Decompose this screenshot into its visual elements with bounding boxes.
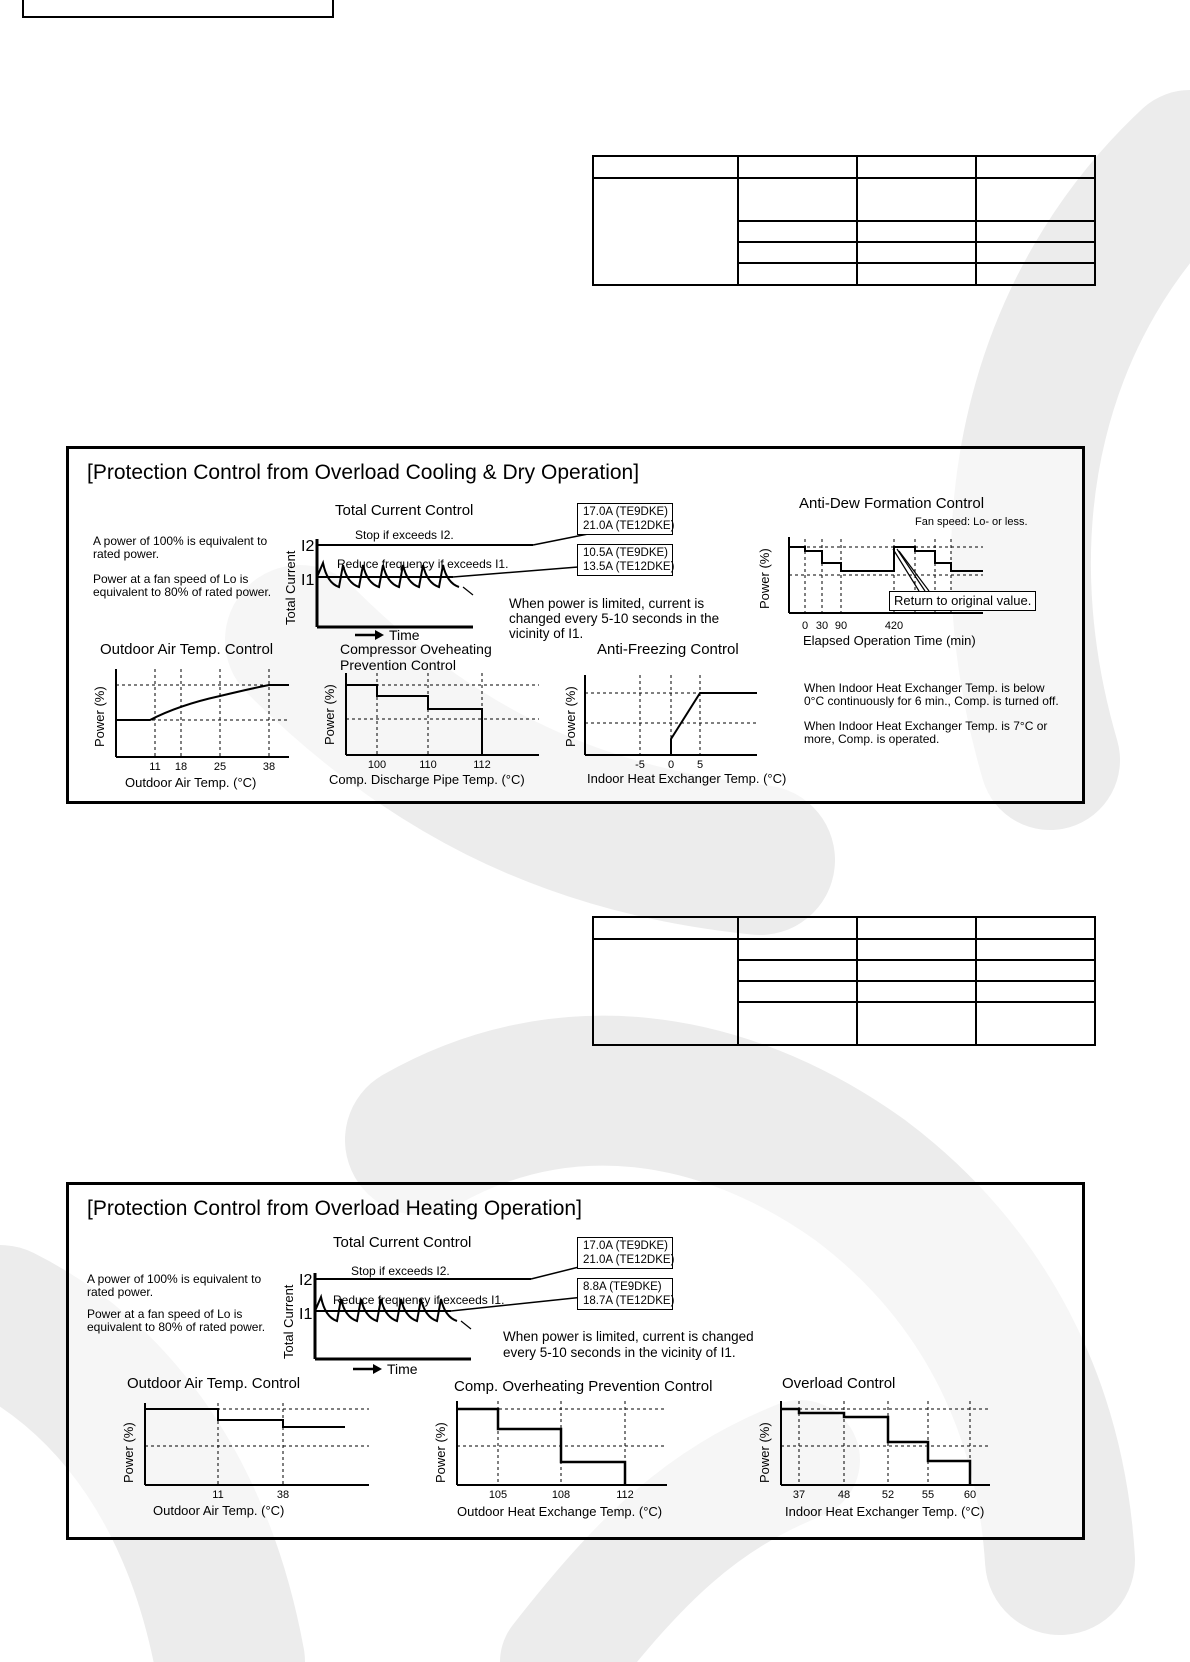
overload-title: Overload Control	[782, 1375, 896, 1392]
i1-value-te12dke: 13.5A (TE12DKE)	[583, 561, 675, 573]
y-axis-label: Power (%)	[563, 686, 578, 747]
tick-11: 11	[149, 761, 161, 773]
tick-110: 110	[419, 759, 437, 771]
anti-freezing-chart	[559, 667, 789, 787]
anti-dew-tick-0: 0	[801, 620, 809, 632]
total-current-title: Total Current Control	[333, 1234, 472, 1251]
x-axis-label: Outdoor Heat Exchange Temp. (°C)	[457, 1504, 663, 1519]
outdoor-air-chart	[119, 1395, 379, 1525]
time-label: Time	[389, 627, 420, 643]
freeze-note-off: When Indoor Heat Exchanger Temp. is below 0°C continuously for 6 min., Comp. is turned off.	[804, 681, 1059, 708]
tick-25: 25	[213, 761, 227, 773]
x-axis-label: Indoor Heat Exchanger Temp. (°C)	[785, 1504, 985, 1519]
freeze-note-on: When Indoor Heat Exchanger Temp. is 7°C or more, Comp. is operated.	[804, 719, 1048, 746]
tick-18: 18	[174, 761, 188, 773]
cooling-protection-panel	[66, 446, 1085, 804]
header-box	[22, 0, 334, 18]
anti-freezing-title: Anti-Freezing Control	[597, 641, 739, 658]
cooling-table	[592, 155, 1096, 286]
y-axis-label: Total Current	[283, 550, 298, 625]
overload-chart	[755, 1395, 1075, 1525]
x-axis-label: Elapsed Operation Time (min)	[803, 633, 976, 648]
i1-values-box	[577, 1278, 673, 1310]
i2-label: I2	[299, 1272, 313, 1289]
total-current-title: Total Current Control	[335, 502, 474, 519]
comp-overheat-chart	[431, 1395, 721, 1525]
heating-protection-panel	[66, 1182, 1085, 1540]
i1-label: I1	[299, 1306, 313, 1323]
time-label: Time	[387, 1361, 418, 1377]
return-callout: Return to original value.	[889, 591, 1036, 611]
i2-values-box	[577, 503, 673, 535]
panel-title: [Protection Control from Overload Cooling & Dry Operation]	[87, 461, 640, 484]
x-axis-label: Outdoor Air Temp. (°C)	[125, 775, 257, 790]
tick-0: 0	[667, 759, 675, 771]
compressor-title: Compressor Oveheating Prevention Control	[340, 641, 492, 673]
tick-11: 11	[212, 1489, 224, 1501]
i1-value-te12dke: 18.7A (TE12DKE)	[583, 1295, 675, 1307]
compressor-chart	[319, 671, 549, 787]
tick-38: 38	[276, 1489, 290, 1501]
y-axis-label: Total Current	[281, 1284, 296, 1359]
anti-dew-title: Anti-Dew Formation Control	[799, 495, 985, 512]
anti-dew-chart	[747, 527, 1077, 647]
limited-note: When power is limited, current is changed every 5-10 seconds in the vicinity of I1.	[503, 1329, 754, 1360]
i1-value-te9dke: 8.8A (TE9DKE)	[583, 1281, 662, 1293]
power-note: A power of 100% is equivalent to rated power.	[93, 534, 268, 561]
stop-label: Stop if exceeds I2.	[351, 1264, 450, 1278]
stop-label: Stop if exceeds I2.	[355, 528, 454, 542]
i2-value-te12dke: 21.0A (TE12DKE)	[583, 520, 675, 532]
outdoor-air-chart	[89, 657, 289, 790]
outdoor-air-title: Outdoor Air Temp. Control	[100, 641, 274, 658]
tick-112: 112	[616, 1489, 634, 1501]
i2-value-te12dke: 21.0A (TE12DKE)	[583, 1254, 675, 1266]
outdoor-air-title: Outdoor Air Temp. Control	[127, 1375, 301, 1392]
x-axis-label: Outdoor Air Temp. (°C)	[153, 1503, 285, 1518]
tick-48: 48	[837, 1489, 851, 1501]
tick-112: 112	[473, 759, 491, 771]
anti-dew-tick-1: 30	[815, 620, 829, 632]
tick-105: 105	[488, 1489, 508, 1501]
tick-38: 38	[262, 761, 276, 773]
tick-55: 55	[921, 1489, 935, 1501]
i2-value-te9dke: 17.0A (TE9DKE)	[583, 1240, 669, 1252]
heating-table	[592, 916, 1096, 1046]
i2-value-te9dke: 17.0A (TE9DKE)	[583, 506, 669, 518]
fan-note: Power at a fan speed of Lo is equivalent to 80% of rated power.	[93, 572, 272, 599]
tick-60: 60	[963, 1489, 977, 1501]
i1-values-box	[577, 544, 673, 576]
y-axis-label: Power (%)	[757, 548, 772, 609]
y-axis-label: Power (%)	[757, 1422, 772, 1483]
tick-52: 52	[881, 1489, 895, 1501]
y-axis-label: Power (%)	[121, 1422, 136, 1483]
i1-label: I1	[301, 572, 315, 589]
limited-note: When power is limited, current is changed every 5-10 seconds in the vicinity of I1.	[509, 596, 720, 641]
reduce-label: Reduce frequency if exceeds I1.	[333, 1293, 505, 1307]
y-axis-label: Power (%)	[92, 686, 107, 747]
reduce-label: Reduce frequency if exceeds I1.	[337, 557, 509, 571]
tick-100: 100	[367, 759, 387, 771]
tick-108: 108	[551, 1489, 571, 1501]
y-axis-label: Power (%)	[322, 684, 337, 745]
y-axis-label: Power (%)	[433, 1422, 448, 1483]
x-axis-label: Indoor Heat Exchanger Temp. (°C)	[587, 771, 787, 786]
comp-overheat-title: Comp. Overheating Prevention Control	[454, 1378, 713, 1395]
power-note: A power of 100% is equivalent to rated power.	[87, 1272, 262, 1299]
tick-minus-5: -5	[635, 759, 645, 771]
i2-label: I2	[301, 538, 315, 555]
x-axis-label: Comp. Discharge Pipe Temp. (°C)	[329, 772, 525, 787]
i2-values-box	[577, 1237, 673, 1269]
anti-dew-fan-note: Fan speed: Lo- or less.	[915, 516, 1028, 528]
tick-5: 5	[696, 759, 704, 771]
i1-value-te9dke: 10.5A (TE9DKE)	[583, 547, 669, 559]
anti-dew-tick-3: 420	[884, 620, 904, 632]
anti-dew-tick-2: 90	[834, 620, 848, 632]
panel-title: [Protection Control from Overload Heating Operation]	[87, 1197, 582, 1220]
fan-note: Power at a fan speed of Lo is equivalent to 80% of rated power.	[87, 1307, 266, 1334]
tick-37: 37	[792, 1489, 806, 1501]
